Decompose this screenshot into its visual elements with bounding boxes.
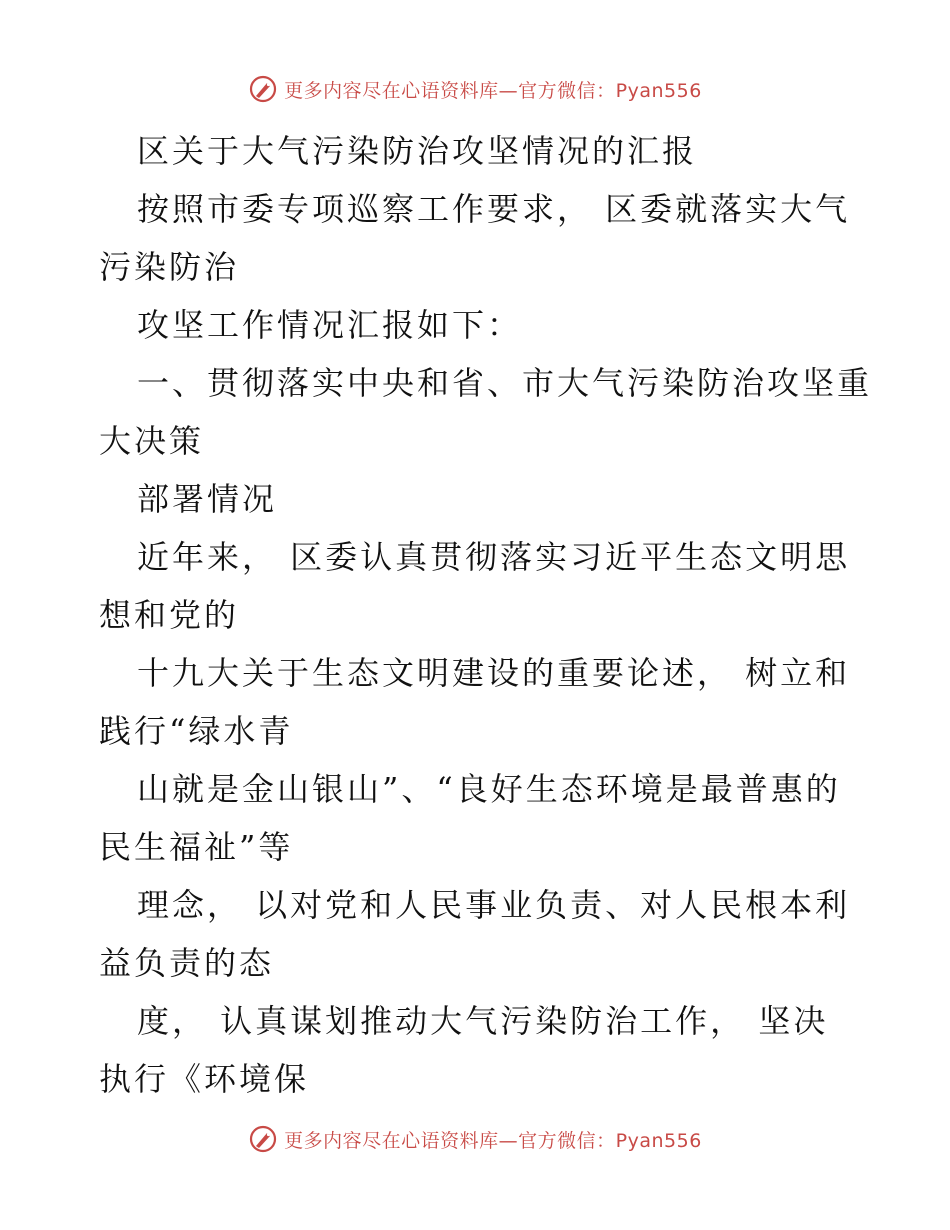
document-line: 益负责的态	[99, 944, 275, 982]
watermark-text: 更多内容尽在心语资料库—官方微信：Pyan556	[284, 79, 702, 102]
document-line: 理念， 以对党和人民事业负责、对人民根本利	[137, 886, 851, 924]
document-line: 攻坚工作情况汇报如下：	[137, 306, 523, 344]
document-body	[99, 122, 873, 1108]
document-line: 区关于大气污染防治攻坚情况的汇报	[137, 132, 698, 170]
watermark-text: 更多内容尽在心语资料库—官方微信：Pyan556	[284, 1129, 702, 1152]
document-line: 一、贯彻落实中央和省、市大气污染防治攻坚重	[137, 364, 873, 402]
document-line: 践行“绿水青	[99, 712, 294, 750]
document-line: 想和党的	[99, 596, 240, 634]
document-line: 民生福祉”等	[99, 828, 294, 866]
pen-nib-logo-icon	[248, 1124, 278, 1154]
header-watermark	[0, 72, 950, 106]
document-line: 污染防治	[99, 248, 240, 286]
document-line: 按照市委专项巡察工作要求， 区委就落实大气	[137, 190, 851, 228]
document-line: 十九大关于生态文明建设的重要论述， 树立和	[137, 654, 851, 692]
document-line: 度， 认真谋划推动大气污染防治工作， 坚决	[137, 1002, 829, 1040]
document-line: 近年来， 区委认真贯彻落实习近平生态文明思	[137, 538, 851, 576]
document-line: 部署情况	[137, 480, 278, 518]
pen-nib-logo-icon	[248, 74, 278, 104]
footer-watermark	[0, 1122, 950, 1156]
document-line: 执行《环境保	[99, 1060, 310, 1098]
document-line: 山就是金山银山”、“良好生态环境是最普惠的	[137, 770, 841, 808]
document-line: 大决策	[99, 422, 205, 460]
